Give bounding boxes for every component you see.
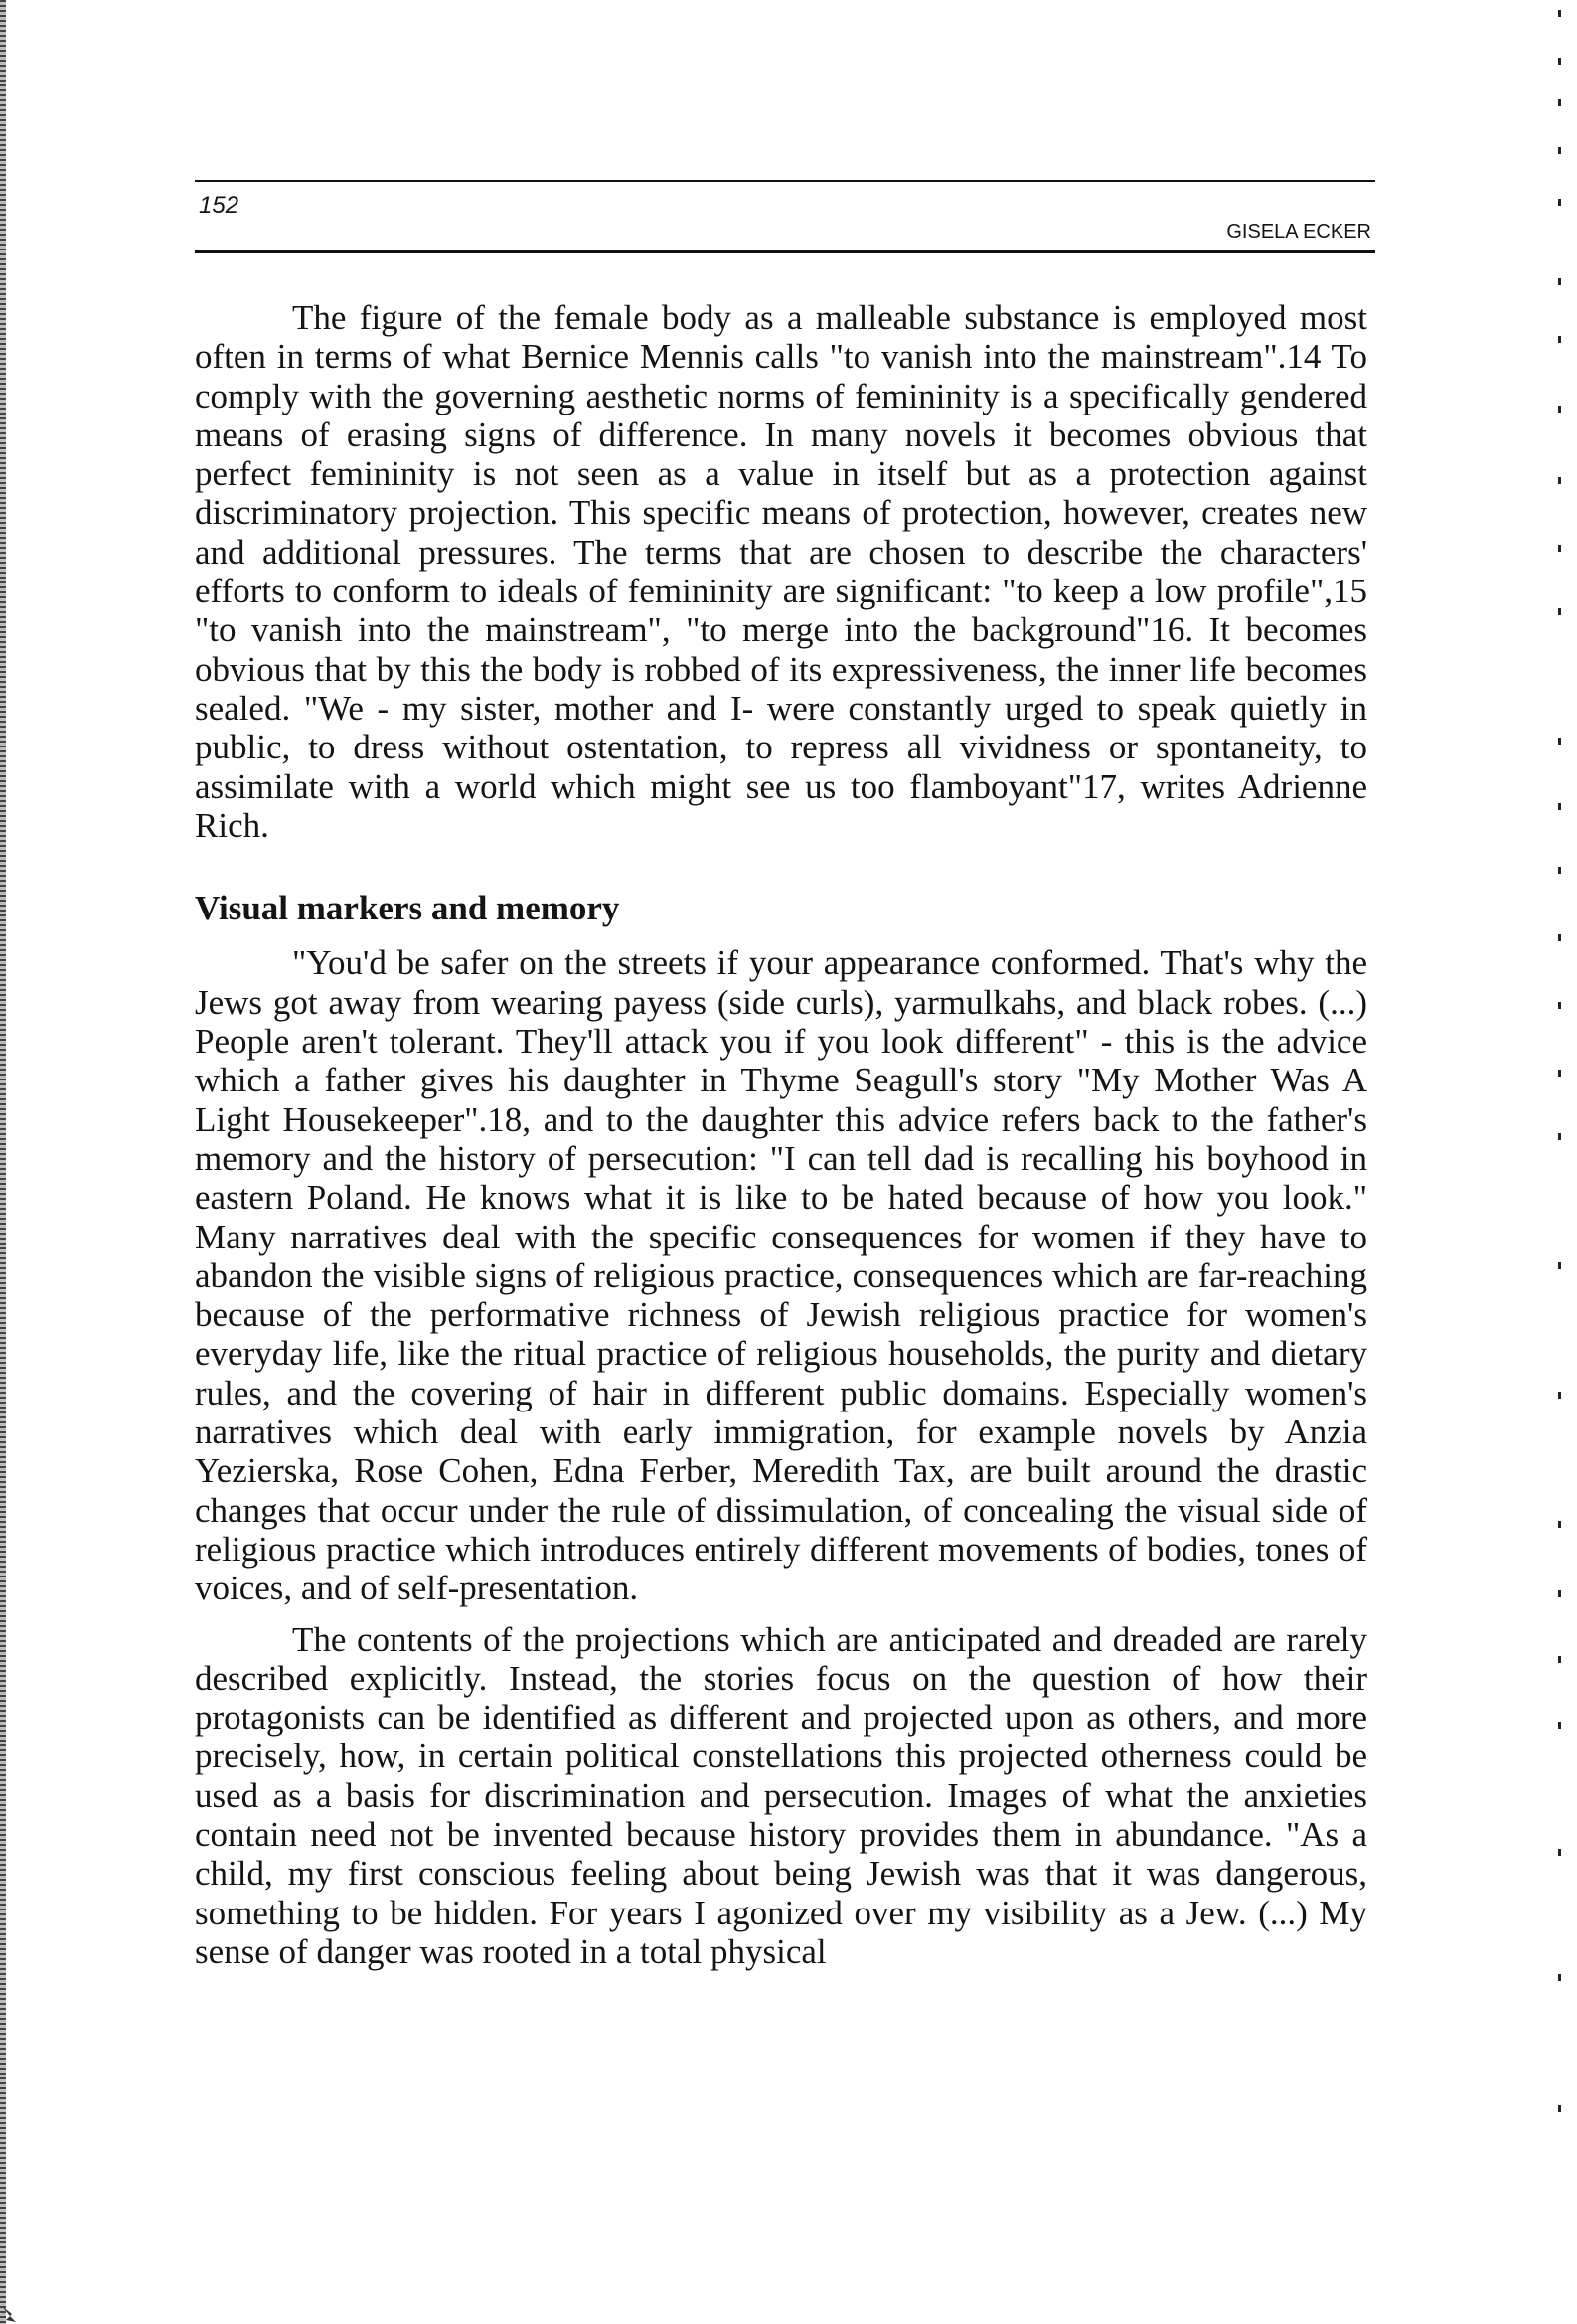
page-body	[195, 298, 1367, 1971]
header-bottom-rule	[195, 250, 1375, 253]
scan-left-edge	[0, 0, 6, 2324]
running-head: GISELA ECKER	[1226, 221, 1371, 243]
scan-corner-mark	[0, 2300, 30, 2324]
header-top-rule	[195, 180, 1375, 182]
scan-right-margin-marks	[1552, 0, 1572, 2324]
paragraph: "You'd be safer on the streets if your appearance conformed. That's why the Jews got away from wearing payess (side curls), yarmulkahs, and black robes. (...) People aren't tolerant. They'll attack you if you look different" - this is the advice which a father gives his daughter in Thyme Seagull's story "My Mother Was A Light Housekeeper".18, and to the daughter this advice refers back to the father's memory and the history of persecution: "I can tell dad is recalling his boyhood in eastern Poland. He knows what it is like to be hated because of how you look." Many narratives deal with the specific consequences for women if they have to abandon the visible signs of religious practice, consequences which are far-reaching because of the performative richness of Jewish religious practice for women's everyday life, like the ritual practice of religious households, the purity and dietary rules, and the covering of hair in different public domains. Especially women's narratives which deal with early immigration, for example novels by Anzia Yezierska, Rose Cohen, Edna Ferber, Meredith Tax, are built around the drastic changes that occur under the rule of dissimulation, of concealing the visual side of religious practice which introduces entirely different movements of bodies, tones of voices, and of self-presentation.	[195, 943, 1367, 1608]
page-number: 152	[199, 192, 239, 219]
paragraph: The contents of the projections which are anticipated and dreaded are rarely described explicitly. Instead, the stories focus on the question of how their protagonists can be identified as different and projected upon as others, and more precisely, how, in certain political constellations this projected otherness could be used as a basis for discrimination and persecution. Images of what the anxieties contain need not be invented because history provides them in abundance. "As a child, my first conscious feeling about being Jewish was that it was dangerous, something to be hidden. For years I agonized over my visibility as a Jew. (...) My sense of danger was rooted in a total physical	[195, 1619, 1367, 1971]
paragraph: The figure of the female body as a malleable substance is employed most often in terms of what Bernice Mennis calls "to vanish into the mainstream".14 To comply with the governing aesthetic norms of femininity is a specifically gendered means of erasing signs of difference. In many novels it becomes obvious that perfect femininity is not seen as a value in itself but as a protection against discriminatory projection. This specific means of protection, however, creates new and additional pressures. The terms that are chosen to describe the characters' efforts to conform to ideals of femininity are significant: "to keep a low profile",15 "to vanish into the mainstream", "to merge into the background"16. It becomes obvious that by this the body is robbed of its expressiveness, the inner life becomes sealed. "We - my sister, mother and I- were constantly urged to speak quietly in public, to dress without ostentation, to repress all vividness or spontaneity, to assimilate with a world which might see us too flamboyant"17, writes Adrienne Rich.	[195, 298, 1367, 845]
section-heading: Visual markers and memory	[195, 889, 620, 928]
